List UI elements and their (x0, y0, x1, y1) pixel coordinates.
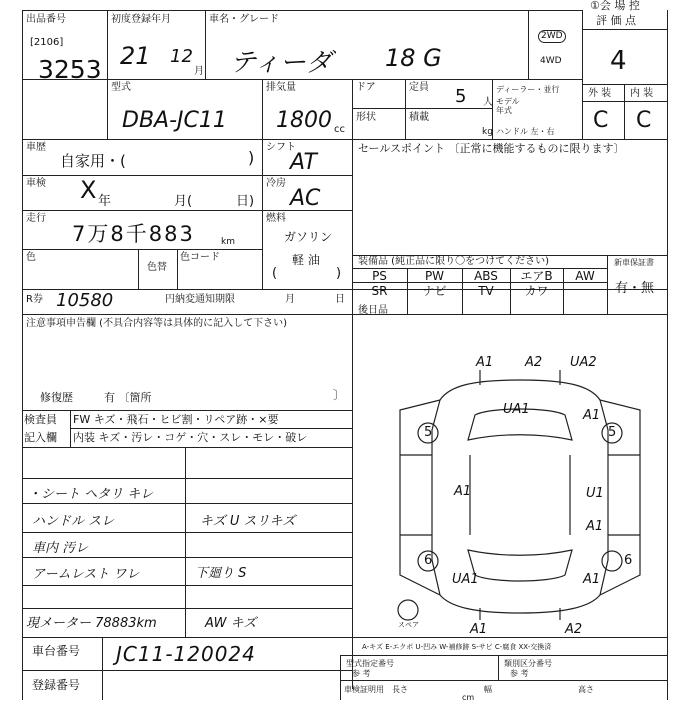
drive-4wd: 4WD (540, 56, 562, 66)
lot-label: 出品番号 (26, 14, 66, 25)
damage-a1-right-rear-door: A1 (586, 519, 604, 534)
inspection-mark: X (80, 176, 97, 204)
kg-unit: kg (482, 127, 493, 137)
divider (70, 411, 71, 447)
divider (22, 478, 352, 479)
ac-value: AC (290, 186, 321, 211)
first-reg-label: 初度登録年月 (111, 14, 171, 25)
divider (22, 557, 352, 558)
warranty-label: 新車保証書 (614, 258, 654, 267)
divider (340, 655, 667, 656)
damage-ua2-front-right: UA2 (570, 355, 597, 370)
divider (624, 84, 625, 139)
drive-2wd: 2WD (538, 30, 566, 43)
cm-unit: cm (462, 693, 475, 702)
note-meter: 現メーター 78883km (26, 616, 157, 631)
inspection-day: 日) (236, 194, 255, 209)
ac-label: 冷房 (266, 178, 286, 189)
damage-a1-rear: A1 (470, 622, 488, 637)
model-year-label: モデル 年式 (496, 97, 520, 115)
shift-value: AT (290, 150, 317, 175)
history-value: 自家用・( (60, 152, 126, 170)
divider (22, 447, 352, 448)
recolor-label: 色替 (147, 262, 167, 273)
note-seat: ・シート ヘタリ キレ (28, 487, 154, 502)
notice-month: 月 (285, 294, 295, 305)
divider (102, 637, 103, 700)
divider (205, 10, 206, 79)
notice-label: 納変通知期限 (175, 294, 235, 305)
divider (22, 532, 352, 533)
divider (22, 585, 352, 586)
warranty-value: 有・無 (615, 281, 655, 296)
damage-ua1-hood: UA1 (503, 402, 530, 417)
yen-unit: 円 (165, 294, 175, 305)
divider (22, 608, 352, 609)
load-label: 積載 (409, 112, 429, 123)
divider (340, 680, 667, 681)
divider (22, 249, 262, 250)
equipment-tv: TV (478, 284, 494, 298)
divider (22, 410, 352, 411)
venue-label: ①会 場 控 (590, 0, 640, 12)
shift-label: シフト (266, 142, 296, 153)
repair-label: 修復歴 (40, 391, 73, 404)
length-label: 長さ (392, 685, 408, 694)
divider (70, 428, 352, 429)
note-aw: AW キズ (205, 616, 257, 631)
reg-cert-label: 車検証明用 (344, 685, 384, 694)
equipment-ps: PS (372, 269, 387, 283)
damage-legend: A-キズ E-エクボ U-凹み W-補修跡 S-サビ C-腐食 XX-交換済 (362, 643, 552, 651)
car-diagram (380, 345, 660, 635)
divider (582, 84, 667, 85)
inspector-label-2: 記入欄 (24, 431, 57, 444)
fuel-close: ) (336, 266, 342, 281)
divider (352, 108, 492, 109)
inspection-year: 年 (98, 194, 112, 209)
equipment-navi: ナビ (422, 284, 447, 298)
divider (22, 314, 667, 315)
fuel-gasoline: ガソリン (284, 230, 333, 244)
month-unit: 月 (194, 66, 204, 77)
recycle-value: 10580 (56, 290, 114, 311)
equipment-pw: PW (424, 269, 445, 283)
equipment-sr: SR (371, 284, 388, 298)
ref-label-1: 参 考 (352, 669, 371, 678)
damage-a2-front: A2 (525, 355, 543, 370)
note-armrest: アームレスト ワレ (32, 567, 140, 582)
divider (22, 503, 352, 504)
repair-value: 有 〔箇所 (104, 391, 152, 404)
divider (352, 79, 353, 139)
divider (22, 670, 352, 671)
repair-close: 〕 (333, 388, 346, 402)
damage-5-left: 5 (424, 425, 433, 440)
sales-point-label: セールスポイント 〔正常に機能するものに限ります〕 (358, 142, 625, 155)
height-label: 高さ (578, 685, 594, 694)
note-scratch: キズ U スリキズ (200, 514, 296, 529)
note-handle: ハンドル スレ (32, 514, 115, 529)
damage-a1-front-fender: A1 (583, 408, 601, 423)
damage-a2-rear: A2 (565, 622, 583, 637)
shape-label: 形状 (356, 112, 376, 123)
interior-score: C (636, 108, 652, 133)
divider (352, 139, 353, 689)
fuel-open: ( (272, 266, 278, 281)
chassis-label: 車台番号 (32, 644, 81, 658)
divider (563, 282, 564, 314)
divider (340, 655, 341, 700)
inspector-row-1: FW キズ・飛石・ヒビ割・リペア跡・×要 (73, 413, 279, 426)
inspection-label: 車検 (26, 178, 46, 189)
damage-a1-left-door: A1 (454, 484, 472, 499)
notes-label: 注意事項申告欄 (不具合内容等は具体的に記入して下さい) (26, 318, 287, 329)
divider (405, 79, 406, 139)
first-reg-month: 12 (170, 46, 193, 67)
ref-label-2: 参 考 (510, 669, 529, 678)
divider (262, 79, 263, 139)
model-value: DBA-JC11 (122, 108, 227, 133)
inspection-month: 月( (174, 194, 193, 209)
equipment-airbag: エアB (520, 269, 553, 283)
car-grade: 18 G (385, 44, 442, 72)
lot-code: [2106] (30, 37, 64, 48)
damage-u1-right-door: U1 (586, 486, 604, 501)
capacity-value: 5 (455, 86, 467, 107)
divider (22, 637, 667, 638)
later-label: 後日品 (358, 305, 388, 316)
history-close: ) (248, 148, 255, 167)
type-cert-label: 型式指定番号 (346, 659, 394, 668)
capacity-label: 定員 (409, 82, 429, 93)
handle-label: ハンドル 左・右 (496, 127, 555, 136)
damage-a1-front-left: A1 (476, 355, 494, 370)
class-label: 類別区分番号 (504, 659, 552, 668)
model-label: 型式 (111, 82, 131, 93)
history-label: 車歴 (26, 142, 46, 153)
color-label: 色 (26, 252, 36, 263)
width-label: 幅 (484, 685, 492, 694)
equipment-abs: ABS (474, 269, 498, 283)
divider (528, 10, 529, 79)
mileage-value: 7万8千883 (72, 222, 195, 246)
spare-label: スペア (398, 621, 419, 629)
name-grade-label: 車名・グレード (209, 14, 279, 25)
equipment-leather: カワ (524, 284, 549, 298)
color-code-label: 色コード (180, 252, 220, 263)
notice-day: 日 (335, 294, 345, 305)
divider (22, 10, 582, 11)
damage-6-left: 6 (424, 553, 433, 568)
fuel-diesel: 軽 油 (292, 253, 320, 267)
divider (22, 79, 582, 80)
divider (107, 10, 108, 139)
cc-unit: cc (334, 124, 345, 135)
equipment-aw: AW (575, 269, 595, 283)
damage-5-right: 5 (608, 425, 617, 440)
damage-ua1-rear-left: UA1 (452, 572, 479, 587)
divider (138, 249, 139, 289)
interior-label: 内 装 (630, 88, 654, 99)
displacement-label: 排気量 (266, 82, 296, 93)
divider (22, 289, 667, 290)
exterior-label: 外 装 (588, 88, 612, 99)
divider (582, 101, 667, 102)
fuel-label: 燃料 (266, 213, 286, 224)
chassis-value: JC11-120024 (116, 642, 256, 666)
inspector-label-1: 検査員 (24, 413, 57, 426)
divider (262, 139, 263, 289)
divider (22, 139, 667, 140)
door-label: ドア (356, 82, 376, 93)
damage-a1-rear-right: A1 (583, 572, 601, 587)
car-name: ティーダ (230, 48, 332, 78)
exterior-score: C (593, 108, 609, 133)
displacement-value: 1800 (276, 108, 332, 133)
score-label: 評 価 点 (596, 14, 636, 27)
divider (582, 29, 667, 30)
recycle-label: R券 (26, 294, 43, 305)
divider (22, 175, 352, 176)
dealer-label: ディーラー・並行 (496, 85, 560, 94)
divider (667, 10, 668, 700)
score-value: 4 (610, 46, 627, 76)
divider (498, 655, 499, 680)
km-unit: km (221, 237, 235, 247)
mileage-label: 走行 (26, 213, 46, 224)
divider (22, 10, 23, 700)
note-interior: 車内 汚レ (32, 541, 89, 556)
registration-label: 登録番号 (32, 678, 81, 692)
equipment-label: 装備品 (純正品に限り〇をつけてください) (358, 256, 549, 267)
divider (607, 255, 608, 314)
capacity-unit: 人 (483, 97, 493, 108)
damage-6-right: 6 (624, 553, 633, 568)
first-reg-year: 21 (120, 42, 151, 70)
note-underbody: 下廻り S (195, 566, 247, 581)
inspector-row-2: 内装 キズ・汚レ・コゲ・穴・スレ・モレ・破レ (73, 431, 308, 444)
divider (177, 249, 178, 289)
lot-number: 3253 (38, 55, 102, 84)
